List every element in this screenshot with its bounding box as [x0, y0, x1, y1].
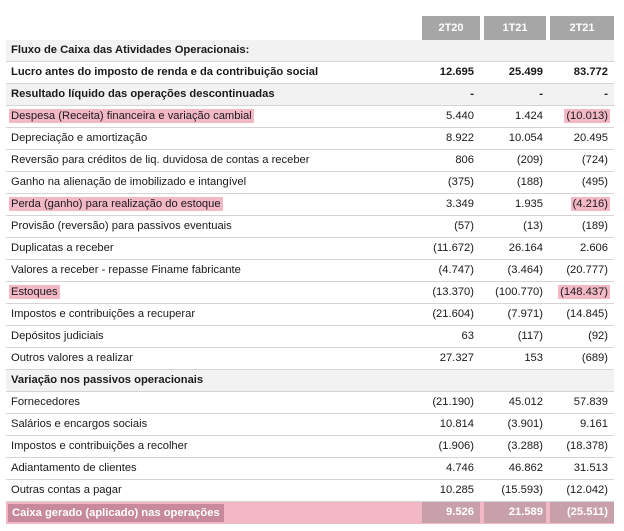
row-value-2t21 — [551, 194, 608, 215]
table-row — [6, 106, 614, 128]
row-label-text: Lucro antes do imposto de renda e da contribuição social — [11, 66, 319, 78]
row-label — [11, 62, 318, 83]
table-row — [6, 150, 614, 172]
row-value-text: 806 — [455, 154, 474, 166]
row-value-text: (724) — [581, 154, 608, 166]
row-value-text: (495) — [581, 176, 608, 188]
table-row — [6, 304, 614, 326]
row-value-text: (21.190) — [432, 396, 474, 408]
row-value-text: (3.288) — [507, 440, 543, 452]
row-value-2t21 — [551, 106, 608, 127]
row-label-text: Estoques — [11, 286, 58, 298]
row-label-text: Impostos e contribuições a recuperar — [11, 308, 196, 320]
row-value-2t21 — [551, 84, 608, 105]
row-value-text: 25.499 — [508, 66, 543, 78]
row-value-2t20 — [428, 392, 474, 413]
row-value-1t21 — [488, 84, 543, 105]
row-value-text: 20.495 — [573, 132, 608, 144]
row-label — [11, 84, 275, 105]
row-value-1t21 — [488, 106, 543, 127]
row-value-2t21 — [551, 128, 608, 149]
row-value-1t21 — [488, 194, 543, 215]
row-value-2t20 — [428, 326, 474, 347]
row-value-text: (13) — [523, 220, 543, 232]
row-value-text: 31.513 — [573, 462, 608, 474]
row-label — [11, 414, 147, 435]
table-row — [6, 238, 614, 260]
row-value-1t21 — [488, 172, 543, 193]
cash-flow-table — [6, 16, 614, 524]
column-header-2t20: 2T20 — [422, 16, 480, 40]
row-value-text: (148.437) — [560, 286, 608, 298]
row-value-2t20 — [428, 216, 474, 237]
row-value-text: (92) — [588, 330, 608, 342]
table-header — [6, 16, 614, 40]
row-value-1t21 — [488, 128, 543, 149]
row-value-2t20 — [428, 414, 474, 435]
row-value-text: (12.042) — [566, 484, 608, 496]
row-label-text: Duplicatas a receber — [11, 242, 114, 254]
row-value-2t20 — [428, 172, 474, 193]
row-value-2t20 — [428, 436, 474, 457]
column-header-2t21: 2T21 — [550, 16, 614, 40]
row-value-2t20 — [428, 150, 474, 171]
row-value-text: (3.464) — [507, 264, 543, 276]
row-value-2t20 — [428, 194, 474, 215]
row-value-1t21 — [488, 436, 543, 457]
row-value-text: 1.935 — [515, 198, 543, 210]
table-row — [6, 40, 614, 62]
row-value-text: (188) — [516, 176, 543, 188]
total-value-1t21: 21.589 — [508, 506, 543, 518]
row-value-text: 1.424 — [515, 110, 543, 122]
total-row — [6, 502, 614, 524]
row-label — [11, 436, 188, 457]
row-value-2t21 — [551, 172, 608, 193]
table-row — [6, 62, 614, 84]
row-value-text: (13.370) — [432, 286, 474, 298]
row-label-text: Reversão para créditos de liq. duvidosa de contas a receber — [11, 154, 310, 166]
row-value-2t20 — [428, 282, 474, 303]
row-label — [11, 392, 80, 413]
row-value-1t21 — [488, 260, 543, 281]
row-label — [11, 172, 246, 193]
table-row — [6, 172, 614, 194]
row-value-2t21 — [551, 326, 608, 347]
row-value-text: (189) — [581, 220, 608, 232]
row-value-text: (3.901) — [507, 418, 543, 430]
row-value-text: (7.971) — [507, 308, 543, 320]
row-label — [11, 370, 203, 391]
row-label-text: Fornecedores — [11, 396, 81, 408]
row-label-text: Salários e encargos sociais — [11, 418, 148, 430]
row-value-2t20 — [428, 480, 474, 501]
row-value-text: (21.604) — [432, 308, 474, 320]
row-value-1t21 — [488, 238, 543, 259]
row-label-text: Adiantamento de clientes — [11, 462, 137, 474]
row-label-text: Outras contas a pagar — [11, 484, 122, 496]
row-label — [11, 282, 60, 303]
row-value-text: 5.440 — [446, 110, 474, 122]
row-value-2t20 — [428, 260, 474, 281]
row-value-1t21 — [488, 414, 543, 435]
row-label-text: Ganho na alienação de imobilizado e intangível — [11, 176, 247, 188]
row-value-1t21 — [488, 348, 543, 369]
table-row — [6, 348, 614, 370]
row-value-text: (18.378) — [566, 440, 608, 452]
row-value-2t21 — [551, 62, 608, 83]
row-value-text: (20.777) — [566, 264, 608, 276]
row-value-text: (100.770) — [495, 286, 543, 298]
row-label-text: Fluxo de Caixa das Atividades Operacionais: — [11, 44, 250, 56]
row-value-text: 10.814 — [439, 418, 474, 430]
row-value-2t21 — [551, 414, 608, 435]
table-row — [6, 128, 614, 150]
row-value-text: 45.012 — [508, 396, 543, 408]
row-label — [11, 326, 104, 347]
row-value-1t21 — [488, 480, 543, 501]
row-label-text: Depósitos judiciais — [11, 330, 104, 342]
table-row — [6, 194, 614, 216]
row-value-text: 2.606 — [580, 242, 608, 254]
row-label-text: Valores a receber - repasse Finame fabricante — [11, 264, 241, 276]
row-label — [11, 304, 195, 325]
column-header-1t21: 1T21 — [484, 16, 546, 40]
row-value-text: (1.906) — [438, 440, 474, 452]
row-value-1t21 — [488, 392, 543, 413]
row-value-text: 63 — [461, 330, 474, 342]
row-value-2t20 — [428, 128, 474, 149]
row-value-2t21 — [551, 216, 608, 237]
row-value-1t21 — [488, 216, 543, 237]
row-label — [11, 216, 232, 237]
row-label — [11, 128, 147, 149]
row-value-text: 10.285 — [439, 484, 474, 496]
row-value-1t21 — [488, 282, 543, 303]
row-value-2t21 — [551, 480, 608, 501]
row-value-text: (57) — [454, 220, 474, 232]
row-value-text: 27.327 — [439, 352, 474, 364]
total-value-2t20: 9.526 — [446, 506, 474, 518]
row-value-2t21 — [551, 436, 608, 457]
row-value-2t21 — [551, 282, 608, 303]
row-value-text: (209) — [516, 154, 543, 166]
row-value-1t21 — [488, 150, 543, 171]
row-label-text: Outros valores a realizar — [11, 352, 133, 364]
row-value-text: 46.862 — [508, 462, 543, 474]
row-label-text: Impostos e contribuições a recolher — [11, 440, 188, 452]
row-value-2t20 — [428, 62, 474, 83]
table-row — [6, 282, 614, 304]
row-value-text: (15.593) — [501, 484, 543, 496]
row-value-text: 3.349 — [446, 198, 474, 210]
row-value-text: 9.161 — [580, 418, 608, 430]
row-value-text: 153 — [524, 352, 543, 364]
row-value-text: (689) — [581, 352, 608, 364]
table-body — [6, 40, 614, 502]
row-label — [11, 194, 223, 215]
table-row — [6, 326, 614, 348]
row-value-text: - — [539, 88, 543, 100]
row-value-2t21 — [551, 238, 608, 259]
row-value-2t21 — [551, 150, 608, 171]
row-value-2t20 — [428, 348, 474, 369]
row-value-2t21 — [551, 392, 608, 413]
row-label — [11, 150, 310, 171]
row-value-2t21 — [551, 304, 608, 325]
table-row — [6, 458, 614, 480]
row-label-text: Provisão (reversão) para passivos eventuais — [11, 220, 232, 232]
row-label — [11, 40, 249, 61]
row-value-text: - — [470, 88, 474, 100]
row-value-text: (14.845) — [566, 308, 608, 320]
row-value-2t21 — [551, 458, 608, 479]
row-value-text: - — [604, 88, 608, 100]
row-value-2t20 — [428, 458, 474, 479]
row-value-text: 26.164 — [508, 242, 543, 254]
row-label — [11, 458, 137, 479]
row-label-text: Despesa (Receita) financeira e variação cambial — [11, 110, 252, 122]
table-row — [6, 260, 614, 282]
row-value-1t21 — [488, 304, 543, 325]
row-label-text: Depreciação e amortização — [11, 132, 148, 144]
row-value-2t20 — [428, 238, 474, 259]
row-label — [11, 480, 122, 501]
row-label — [11, 106, 254, 127]
row-value-2t21 — [551, 260, 608, 281]
row-value-text: (10.013) — [566, 110, 608, 122]
row-value-text: 8.922 — [446, 132, 474, 144]
row-label — [11, 260, 241, 281]
table-row — [6, 436, 614, 458]
row-label-text: Resultado líquido das operações descontinuadas — [11, 88, 275, 100]
row-value-text: (4.747) — [438, 264, 474, 276]
row-label — [11, 348, 133, 369]
row-value-text: 4.746 — [446, 462, 474, 474]
total-label: Caixa gerado (aplicado) nas operações — [8, 504, 224, 522]
row-value-text: 10.054 — [508, 132, 543, 144]
table-row — [6, 84, 614, 106]
row-value-text: (375) — [447, 176, 474, 188]
row-value-1t21 — [488, 62, 543, 83]
row-value-text: (117) — [517, 330, 543, 342]
table-row — [6, 414, 614, 436]
row-value-text: (4.216) — [572, 198, 608, 210]
row-value-text: 83.772 — [573, 66, 608, 78]
row-value-1t21 — [488, 326, 543, 347]
row-value-text: 57.839 — [573, 396, 608, 408]
row-label — [11, 238, 114, 259]
row-label-text: Variação nos passivos operacionais — [11, 374, 204, 386]
table-row — [6, 370, 614, 392]
row-value-1t21 — [488, 458, 543, 479]
row-value-2t20 — [428, 84, 474, 105]
row-value-2t20 — [428, 106, 474, 127]
table-row — [6, 392, 614, 414]
table-row — [6, 480, 614, 502]
total-value-2t21: (25.511) — [566, 506, 608, 518]
row-label-text: Perda (ganho) para realização do estoque — [11, 198, 221, 210]
row-value-text: 12.695 — [439, 66, 474, 78]
row-value-text: (11.672) — [433, 242, 474, 254]
table-row — [6, 216, 614, 238]
row-value-2t21 — [551, 348, 608, 369]
row-value-2t20 — [428, 304, 474, 325]
